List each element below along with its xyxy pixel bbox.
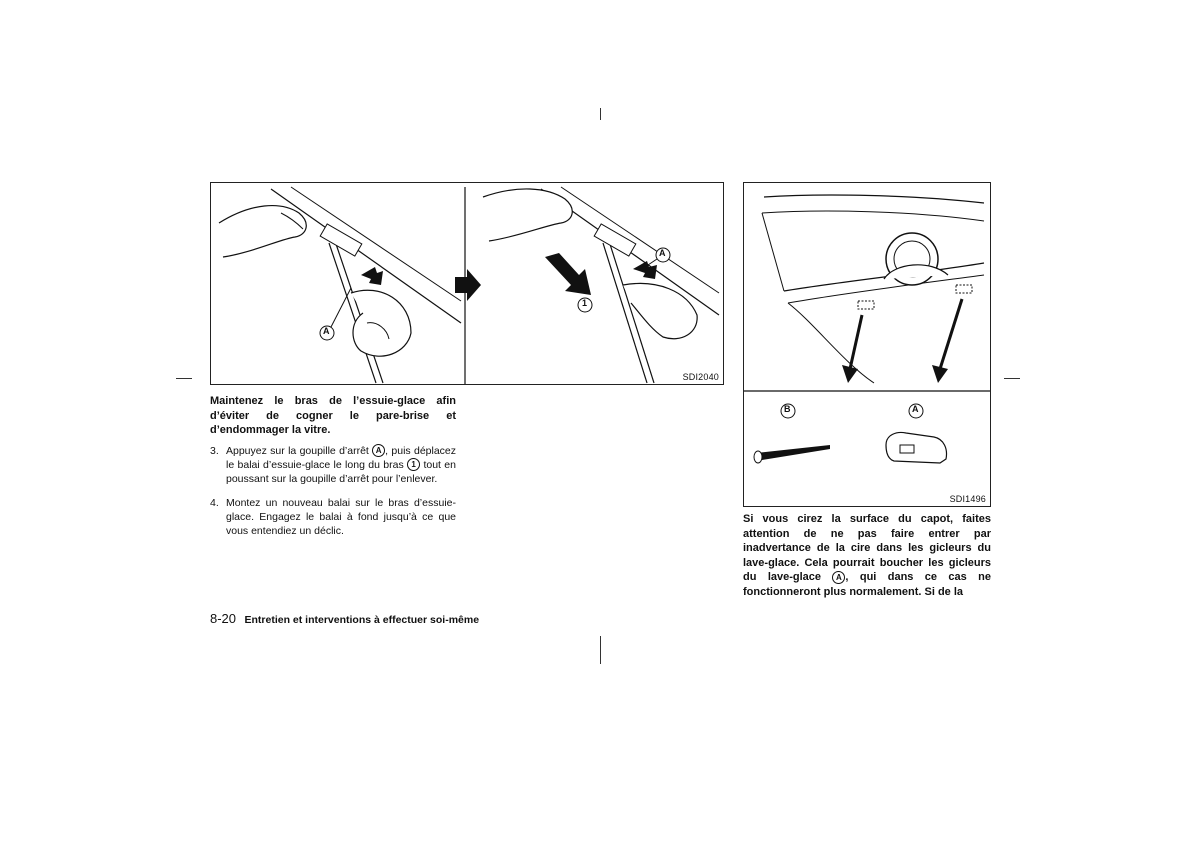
callout-a-label: A	[912, 404, 919, 414]
callout-a-icon: A	[372, 444, 385, 457]
step-text: , puis déplacez le balai d’essuie-glace le long du bras	[226, 444, 457, 471]
step-text: Appuyez sur la goupille d’arrêt	[226, 444, 369, 457]
page-number: 8-20	[210, 611, 237, 626]
crop-mark-right	[1004, 378, 1020, 379]
step-text: Montez un nouveau balai sur le bras d’essuie-glace. Engagez le balai à fond jusqu’à ce que vous entendiez un déclic.	[226, 496, 456, 537]
step-number: 3.	[210, 444, 219, 457]
section-title: Entretien et interventions à effectuer soi-même	[244, 614, 480, 626]
left-text-column	[210, 394, 456, 548]
list-item	[210, 496, 456, 538]
step-number: 4.	[210, 496, 219, 509]
washer-nozzle-figure	[743, 182, 991, 507]
crop-mark-bottom	[600, 636, 601, 664]
callout-a-icon: A	[832, 571, 845, 584]
right-text-column	[743, 512, 991, 599]
callout-1-icon: 1	[407, 458, 420, 471]
figure-code: SDI2040	[682, 372, 719, 382]
wax-warning-text	[743, 512, 991, 599]
crop-mark-top	[600, 108, 601, 120]
wiper-removal-figure	[210, 182, 724, 385]
callout-a-label: A	[323, 326, 330, 336]
crop-mark-left	[176, 378, 192, 379]
washer-nozzle-illustration	[744, 183, 990, 506]
wiper-warning-text: Maintenez le bras de l’essuie-glace afin d’éviter de cogner le pare-brise et d’endommager la vitre.	[210, 395, 456, 436]
step-text: tout en poussant sur la goupille d’arrêt pour l’enlever.	[226, 458, 456, 485]
page-footer	[210, 610, 479, 628]
wax-warning-part-1: Si vous cirez la surface du capot, faites attention de ne pas faire entrer par inadvertance de la cire dans les gicleurs du lave-glace. Cela pourrait boucher les gicleurs du lave-glace	[743, 513, 991, 583]
wiper-removal-illustration	[211, 183, 723, 384]
instruction-list	[210, 444, 456, 538]
list-item	[210, 444, 456, 486]
figure-code: SDI1496	[949, 494, 986, 504]
wax-warning-part-2: , qui dans ce cas ne fonctionneront plus normalement. Si de la	[743, 571, 991, 598]
callout-b-label: B	[784, 404, 791, 414]
callout-a-label: A	[659, 248, 666, 258]
callout-1-label: 1	[582, 298, 588, 308]
